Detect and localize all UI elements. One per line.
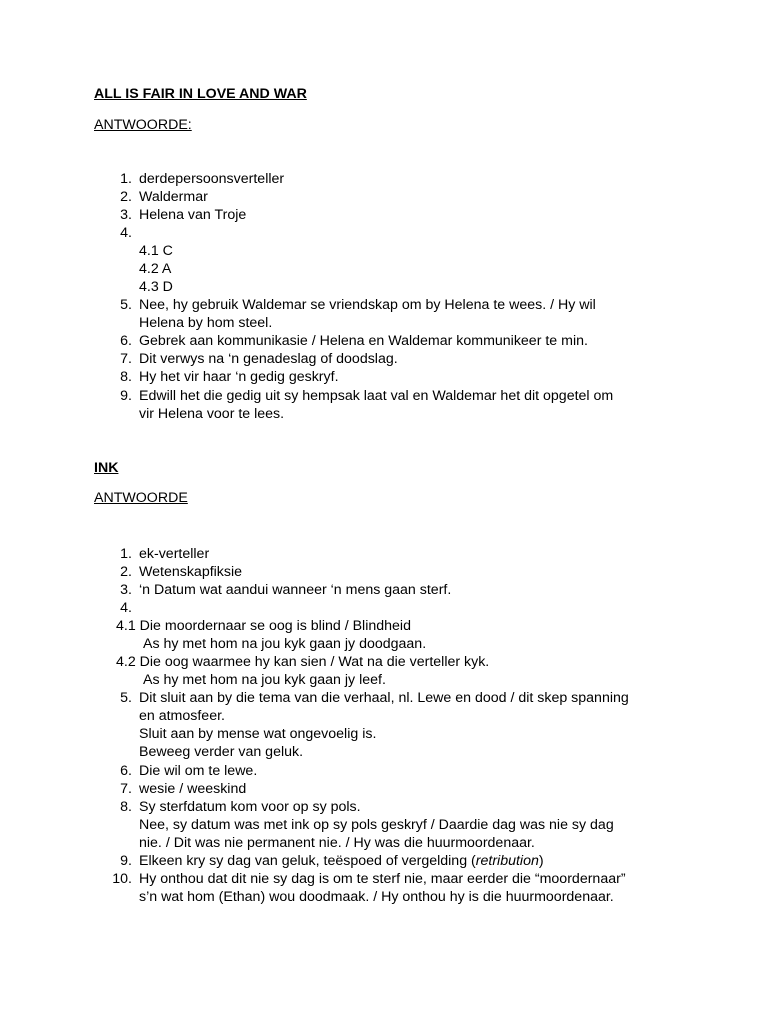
list-item-continuation: s’n wat hom (Ethan) wou doodmaak. / Hy onthou hy is die huurmoordenaar. [139, 889, 614, 905]
section-subtitle: ANTWOORDE [94, 490, 188, 506]
list-item-continuation: Helena by hom steel. [139, 315, 273, 331]
section-title: INK [94, 460, 119, 476]
sub-answer-continuation: As hy met hom na jou kyk gaan jy doodgaan. [143, 636, 427, 652]
section-subtitle: ANTWOORDE: [94, 117, 192, 133]
sub-answer: 4.2 A [139, 261, 172, 277]
list-item-continuation: Nee, sy datum was met ink op sy pols geskryf / Daardie dag was nie sy dag [139, 817, 614, 833]
document-page: ALL IS FAIR IN LOVE AND WAR ANTWOORDE: 1. derdepersoonsverteller 2. Waldermar 3. Helena van Troje 4. 4.1 C 4.2 A 4.3 D 5. Nee, hy gebruik Waldemar se vriendskap om by Helena te wees. / Hy wil Helena by hom steel. 6. Gebrek aan kommunikasie / Helena en Waldemar kommunikeer te min. 7. Dit verwys na ‘n genadeslag of doodslag. 8. Hy het vir haar ‘n gedig geskryf. 9. Edwill het die gedig uit sy hempsak laat val en Waldemar het dit opgetel om vir Helena voor te lees. INK ANTWOORDE 1. ek-verteller 2. Wetenskapfiksie 3. ‘n Datum wat aandui wanneer ‘n mens gaan sterf. 4. 4.1 Die moordernaar se oog is blind / Blindheid As hy met hom na jou kyk gaan jy doodgaan. 4.2 Die oog waarmee hy kan sien / Wat na die verteller kyk. As hy met hom na jou kyk gaan jy leef. 5. Dit sluit aan by die tema van die verhaal, nl. Lewe en dood / dit skep spanning en atmosfeer. Sluit aan by mense wat ongevoelig is. Beweeg verder van geluk. 6. Die wil om te lewe. 7. wesie / weeskind 8. Sy sterfdatum kom voor op sy pols. Nee, sy datum was met ink op sy pols geskryf / Daardie dag was nie sy dag nie. / Dit was nie permanent nie. / Hy was die huurmoordenaar. 9. Elkeen kry sy dag van geluk, teëspoed of vergelding (retribution) 10. Hy onthou dat dit nie sy dag is om te sterf nie, maar eerder die “moordernaar” s’n wat hom (Ethan) wou doodmaak. / Hy onthou hy is die huurmoordenaar. [94, 86, 629, 905]
list-item-continuation: en atmosfeer. [139, 708, 225, 724]
section-title: ALL IS FAIR IN LOVE AND WAR [94, 86, 307, 102]
list-item-continuation: vir Helena voor te lees. [139, 406, 285, 422]
list-item-continuation: Beweeg verder van geluk. [139, 744, 304, 760]
sub-answer: 4.3 D [139, 279, 173, 295]
sub-answer: 4.1 Die moordernaar se oog is blind / Blindheid [116, 618, 411, 634]
list-item-continuation: Sluit aan by mense wat ongevoelig is. [139, 726, 377, 742]
list-item-continuation: nie. / Dit was nie permanent nie. / Hy was die huurmoordenaar. [139, 835, 535, 851]
sub-answer: 4.1 C [139, 243, 173, 259]
sub-answer-continuation: As hy met hom na jou kyk gaan jy leef. [143, 672, 386, 688]
sub-answer: 4.2 Die oog waarmee hy kan sien / Wat na die verteller kyk. [116, 654, 490, 670]
